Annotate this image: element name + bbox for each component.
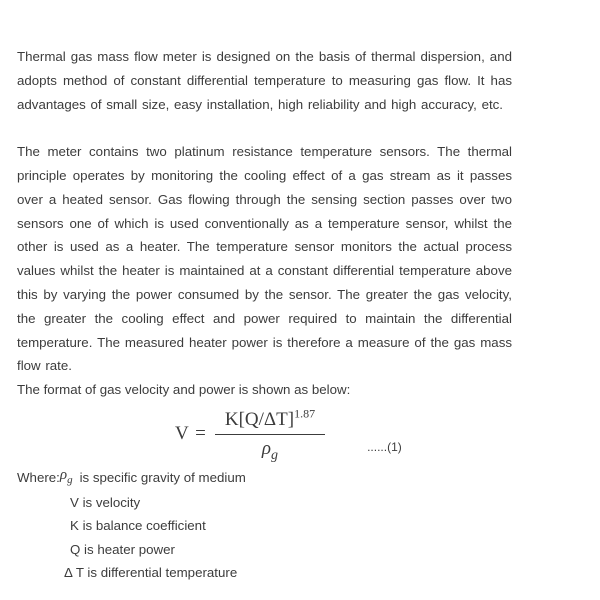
fraction-numerator xyxy=(215,406,325,435)
equation-number: ......(1) xyxy=(367,439,402,454)
where-item-differential-temperature: Δ T is differential temperature xyxy=(64,564,238,580)
equation-block xyxy=(175,406,512,463)
intro-paragraph: Thermal gas mass flow meter is designed on the basis of thermal dispersion, and adopts method of constant differential temperature to measuring gas flow. It has advantages of small size, easy installation, high reliability and high accuracy, etc. xyxy=(17,49,512,112)
where-item-heater-power: Q is heater power xyxy=(70,541,175,557)
formula-intro-text: The format of gas velocity and power is shown as below: xyxy=(17,382,351,398)
velocity-symbol: V xyxy=(175,423,190,445)
rho-symbol: ρ xyxy=(261,437,272,459)
rho-subscript: g xyxy=(271,447,279,463)
rho-glyph: ρ xyxy=(59,466,68,483)
where-section xyxy=(17,466,512,584)
rho-sub-glyph: g xyxy=(67,473,73,486)
equation-lhs xyxy=(175,423,207,445)
where-label-line xyxy=(17,466,512,491)
numerator-base: K[Q/ΔT] xyxy=(224,408,295,430)
fraction-denominator xyxy=(261,435,279,463)
equation xyxy=(175,406,325,463)
where-item-velocity: V is velocity xyxy=(70,494,141,510)
numerator-exponent: 1.87 xyxy=(294,406,316,421)
fraction xyxy=(215,406,325,463)
where-first-definition: is specific gravity of medium xyxy=(79,469,246,485)
rho-g-symbol xyxy=(59,466,73,486)
equals-sign: = xyxy=(195,423,207,445)
where-item-coefficient: K is balance coefficient xyxy=(70,518,206,534)
where-label: Where: xyxy=(17,469,60,485)
principle-paragraph: The meter contains two platinum resistance temperature sensors. The thermal principle operates by monitoring the cooling effect of a gas stream as it passes over a heated sensor. Gas flowing through the sensing section passes over two sensors one of which is used conventionally as a temperature sensor, whilst the other is used as a heater. The temperature sensor monitors the actual process values whilst the heater is maintained at a constant differential temperature above this by varying the power consumed by the sensor. The greater the gas velocity, the greater the cooling effect and power required to maintain the differential temperature. The measured heater power is therefore a measure of the gas mass flow rate. xyxy=(17,144,512,374)
